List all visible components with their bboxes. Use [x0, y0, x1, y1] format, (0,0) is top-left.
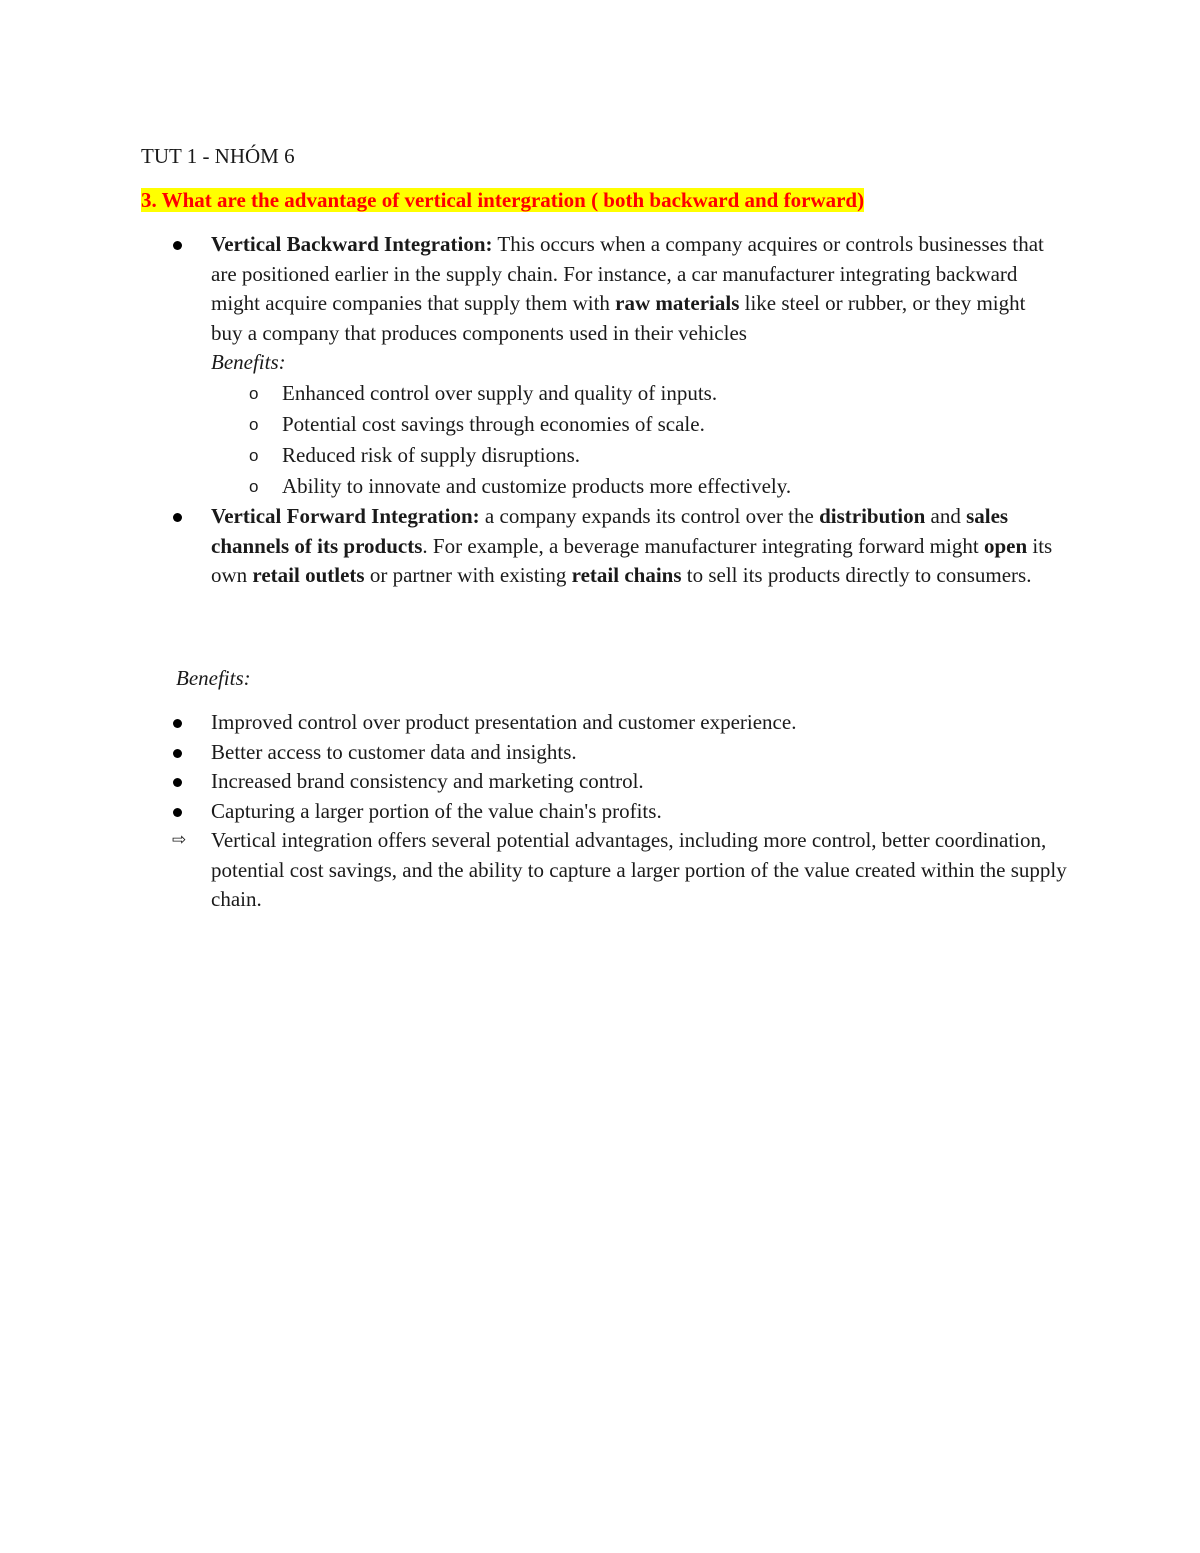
forward-heading: Vertical Forward Integration: [211, 504, 480, 529]
circle-bullet-icon: o [249, 383, 259, 403]
forward-bold-distribution: distribution [819, 504, 926, 529]
list-item [0, 378, 1061, 409]
circle-bullet-icon: o [249, 477, 259, 497]
forward-benefits-label: Benefits: [176, 666, 251, 690]
forward-integration-item [0, 502, 1061, 591]
arrow-right-icon: ⇨ [172, 830, 187, 850]
list-item [0, 797, 1071, 827]
benefit-text: Capturing a larger portion of the value chain's profits. [211, 798, 662, 823]
backward-integration-item [0, 230, 1061, 502]
forward-integration-paragraph [211, 502, 1061, 591]
forward-text-2: and [925, 504, 967, 529]
list-item [0, 471, 1061, 502]
list-item [0, 738, 1071, 768]
document-title: TUT 1 - NHÓM 6 [141, 144, 295, 168]
bullet-dot-icon [173, 513, 182, 522]
circle-bullet-icon: o [249, 445, 259, 465]
bullet-dot-icon [173, 808, 182, 817]
bullet-dot-icon [173, 749, 182, 758]
forward-bold-retail-outlets: retail outlets [252, 563, 365, 588]
forward-text-3: . For example, a beverage manufacturer integrating forward might [422, 533, 984, 558]
forward-bold-retail-chains: retail chains [571, 563, 682, 588]
forward-text-4: its own [211, 533, 1053, 588]
benefit-text: Increased brand consistency and marketing control. [211, 769, 644, 793]
backward-benefits-label: Benefits: [211, 350, 286, 374]
benefit-text: Enhanced control over supply and quality of inputs. [282, 380, 718, 405]
bullet-dot-icon [173, 778, 182, 787]
forward-text-1: a company expands its control over the [479, 504, 820, 529]
forward-benefits-list [0, 708, 1200, 915]
list-item [0, 409, 1061, 440]
benefit-text: Better access to customer data and insights. [211, 739, 577, 764]
benefit-text: Ability to innovate and customize products more effectively. [282, 474, 792, 499]
forward-text-6: to sell its products directly to consumers. [681, 563, 1032, 588]
backward-integration-paragraph [211, 230, 1061, 348]
question-heading [141, 186, 864, 215]
list-item [0, 767, 1071, 797]
conclusion-item [0, 826, 1071, 915]
benefit-text: Potential cost savings through economies of scale. [282, 411, 705, 436]
circle-bullet-icon: o [249, 414, 259, 434]
bullet-dot-icon [173, 241, 182, 250]
backward-text-1: This occurs when a company acquires or controls businesses that are positioned earlier in the supply chain. For instance, a car manufacturer integrating backward might acquire companies that supply them with [211, 232, 1044, 315]
backward-bold-raw-materials: raw materials [615, 291, 740, 315]
main-bullet-list [0, 230, 1200, 591]
bullet-dot-icon [173, 719, 182, 728]
forward-bold-open: open [983, 533, 1028, 558]
list-item [0, 708, 1071, 738]
forward-bold-sales-channels: sales channels of its products [211, 504, 1009, 558]
backward-text-2: like steel or rubber, or they might buy a company that produces components used in their vehicles [211, 291, 1026, 345]
benefit-text: Reduced risk of supply disruptions. [282, 442, 581, 467]
benefit-text: Improved control over product presentation and customer experience. [211, 710, 797, 734]
backward-benefits-list [211, 378, 1061, 503]
backward-heading: Vertical Backward Integration: [211, 232, 493, 256]
conclusion-text: Vertical integration offers several potential advantages, including more control, better coordination, potential cost savings, and the ability to capture a larger portion of the value created within the supply chain. [211, 828, 1067, 911]
question-highlight: 3. What are the advantage of vertical intergration ( both backward and forward) [141, 188, 865, 212]
list-item [0, 440, 1061, 471]
forward-text-5: or partner with existing [364, 563, 572, 588]
